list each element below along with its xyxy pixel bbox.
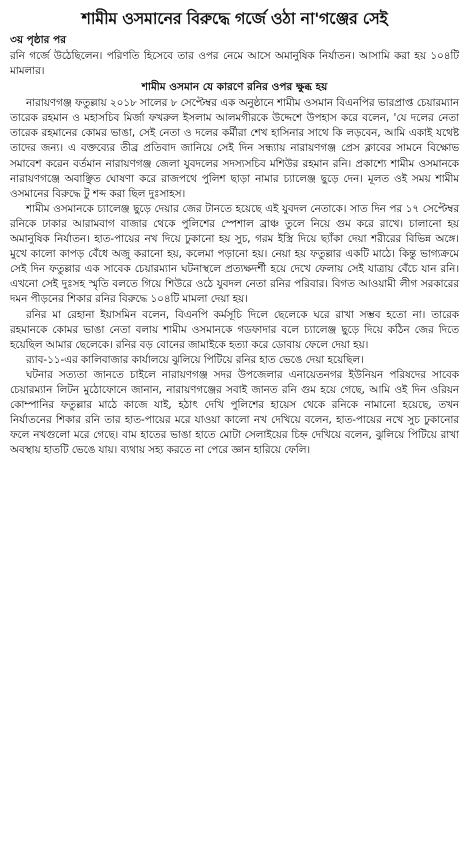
headline: শামীম ওসমানের বিরুদ্ধে গর্জে ওঠা না'গঞ্জের সেই (81, 9, 388, 28)
body-paragraph-5: ঘটনার সত্যতা জানতে চাইলে নারায়ণগঞ্জ সদর উপজেলার এনায়েতনগর ইউনিয়ন পরিষদের সাবেক চেয়ারম্যান লিটন মুঠোফোনে জানান, নারায়ণগঞ্জের সবাই জানত রনি গুম হয়ে গেছে, আমি ওই দিন ওরিয়ন কোম্পানির ফতুল্লার মাঠে কাজে যাই, হঠাৎ দেখি পুলিশের হায়েস থেকে রনিকে নামানো হয়েছে, তখন নির্যাতনের শিকার রনি তার হাত-পায়ের মরে যাওয়া কালো নখ দেখিয়ে বলেন, হাত-পায়ের নখে সুচ ঢুকানোর ফলে নখগুলো মরে গেছে। বাম হাতের ভাঙা হাতে মোটা সেলাইয়ের চিহ্ন দেখিয়ে বলেন, ঝুলিয়ে পিটিয়ে রাখা অবস্থায় হাতটি ভেঙে যায়। ব্যথায় সহ্য করতে না পেরে জ্ঞান হারিয়ে ফেলি। (10, 368, 459, 457)
continued-label: ৩য় পৃষ্ঠার পর (10, 34, 67, 46)
body-paragraph-3: রনির মা রেহানা ইয়াসমিন বলেন, বিএনপি কর্মসূচি দিলে ছেলেকে ঘরে রাখা সম্ভব হতো না। তারেক রহমানকে কোমর ভাঙা নেতা বলায় শামীম ওসমানকে গডফাদার বলে চ্যালেঞ্জ ছুড়ে দিয়ে কঠিন জের দিতে হয়েছিল আমার ছেলেকে। রনির বড় বোনের জামাইকে হত্যা করে ডোবায় ফেলে দেয়া হয়। (10, 308, 459, 351)
body-paragraph-1: নারায়ণগঞ্জ ফতুল্লায় ২০১৮ সালের ৮ সেপ্টেম্বর এক অনুষ্ঠানে শামীম ওসমান বিএনপির ভারপ্রাপ্ত চেয়ারম্যান তারেক রহমান ও মহাসচিব মির্জা ফখরুল ইসলাম আলমগীরকে উদ্দেশে উপহাস করে বলেন, 'যে দলের নেতা তারেক রহমানের কোমর ভাঙা, সেই নেতা ও দলের কর্মীরা শেখ হাসিনার সাথে কি লড়বেন, আমি একাই যথেষ্ট তাদের জন্য। এ বক্তব্যের তীব্র প্রতিবাদ জানিয়ে সেই দিন সন্ধ্যায় নারায়ণগঞ্জ প্রেস ক্লাবের সামনে বিক্ষোভ সমাবেশ করেন বর্তমান নারায়ণগঞ্জ জেলা যুবদলের সদস্যসচিব মশিউর রহমান রনি। প্রকাশ্যে শামীম ওসমানকে নারায়ণগঞ্জে অবাঞ্ছিত ঘোষণা করে রাজপথে পুলিশ ছাড়া নামার চ্যালেঞ্জ ছুড়ে দেন। মূলত ওই সময় শামীম ওসমানের বিরুদ্ধে টু শব্দ করা ছিল দুঃসাহস। (10, 97, 459, 200)
body-paragraph-2: শামীম ওসমানকে চ্যালেঞ্জ ছুড়ে দেয়ার জের টানতে হয়েছে এই যুবদল নেতাকে। সাত দিন পর ১৭ সেপ্টেম্বর রনিকে ঢাকার আরামবাগ বাজার থেকে পুলিশের স্পেশাল ব্রাঞ্চ তুলে নিয়ে গুম করে রাখে। চালানো হয় অমানুষিক নির্যাতন। হাত-পায়ের নখ দিয়ে ঢুকানো হয় সুচ, গরম ইস্ত্রি দিয়ে ছ্যাঁকা দেয়া শরীরের বিভিন্ন অঙ্গে। মুখে কালো কাপড় বেঁধে অজু করানো হয়, কলেমা পড়ানো হয়। নেয়া হয় ফতুল্লার একটি মাঠে। কিন্তু ভাগ্যক্রমে সেই দিন ফতুল্লার এক সাবেক চেয়ারম্যান ঘটনাস্থলে প্রত্যক্ষদর্শী হয়ে দেখে ফেলায় সেই যাত্রায় বেঁচে যান রনি। এখনো সেই দুঃসহ স্মৃতি বলতে গিয়ে শিউরে ওঠে যুবদল নেতা রনির পরিবার। বিগত আওয়ামী লীগ সরকারের দমন পীড়নের শিকার রনির বিরুদ্ধে ১০৪টি মামলা দেয়া হয়। (10, 202, 459, 306)
subheading: শামীম ওসমান যে কারণে রনির ওপর ক্ষুব্ধ হয় (141, 81, 328, 94)
body-paragraph-4: র‍্যাব-১১-এর কালিবাজার কার্যালয়ে ঝুলিয়ে পিটিয়ে রনির হাত ভেঙে দেয়া হয়েছিল। (26, 353, 364, 366)
intro-paragraph: রনি গর্জে উঠেছিলেন। পরিণতি হিসেবে তার ওপর নেমে আসে অমানুষিক নির্যাতন। আসামি করা হয় ১০৪টি মামলার। (10, 50, 459, 78)
